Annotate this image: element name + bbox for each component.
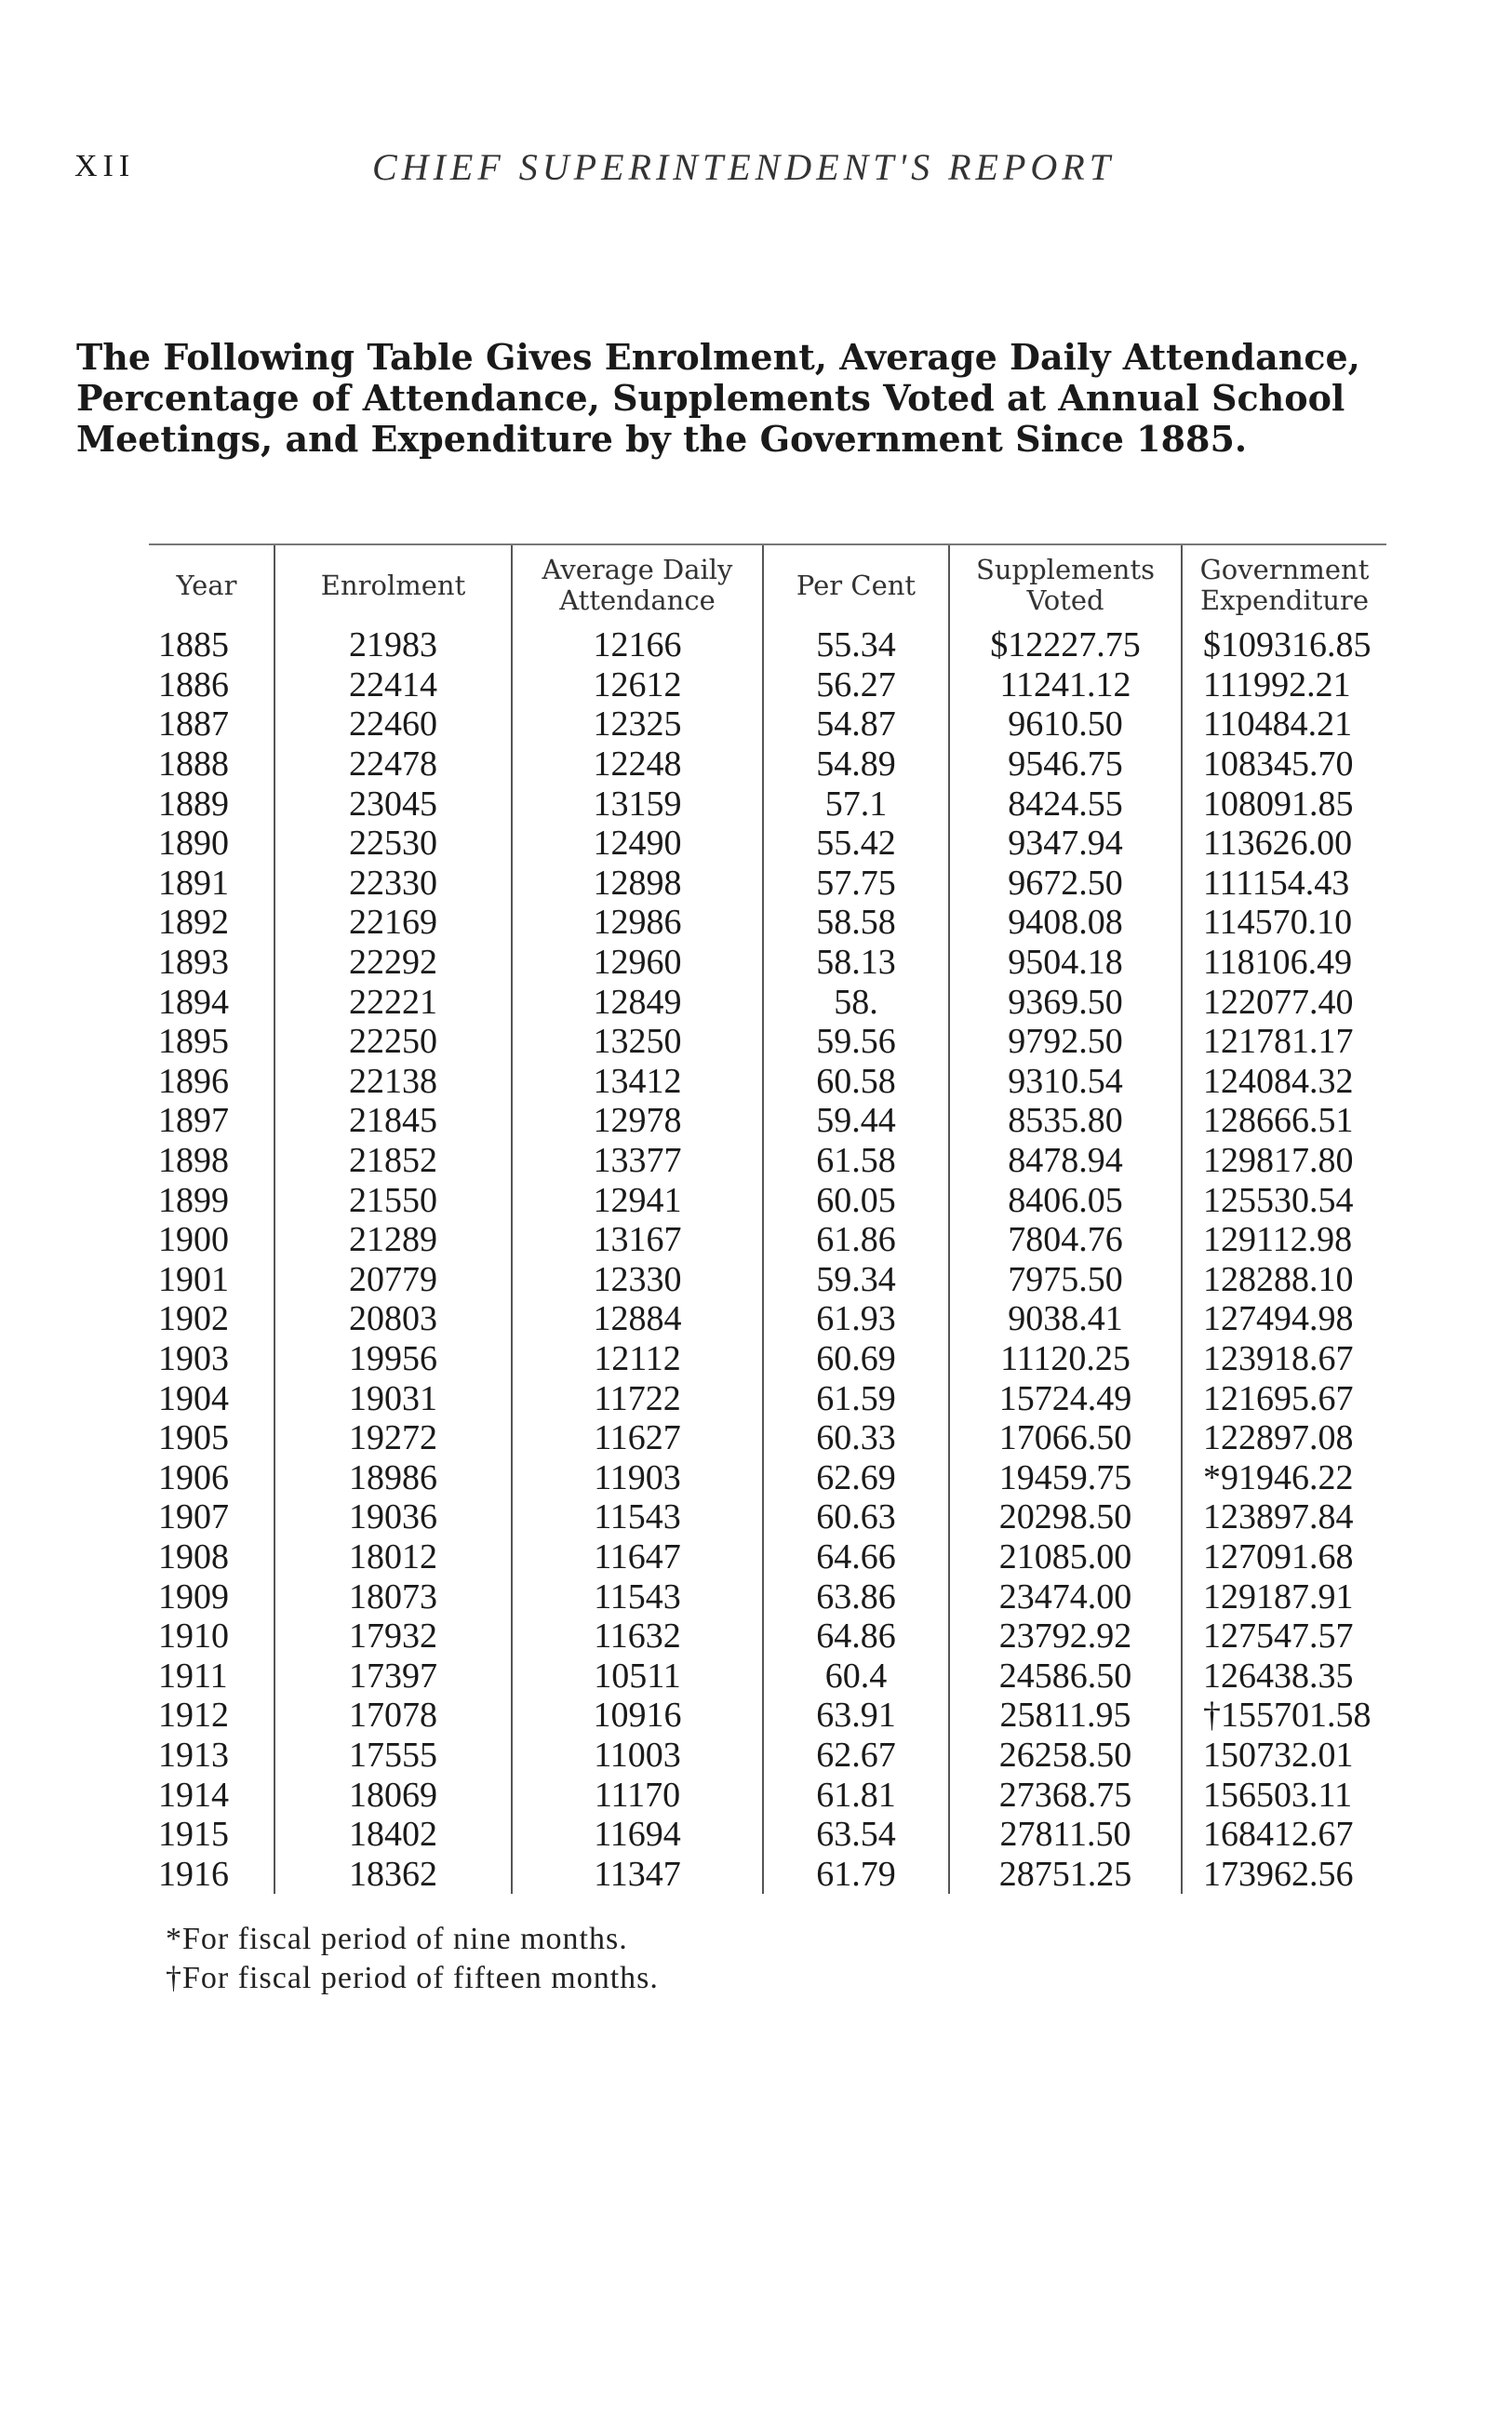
cell-government: 108345.70: [1182, 744, 1386, 785]
cell-supplements: 17066.50: [949, 1418, 1182, 1458]
table-row: [140, 1656, 1386, 1696]
cell-supplements: 25811.95: [949, 1696, 1182, 1736]
table-header-row: [140, 545, 1386, 625]
cell-supplements: 11241.12: [949, 665, 1182, 705]
header-supplements: Supplements Voted: [949, 545, 1182, 625]
cell-attendance: 11903: [512, 1457, 763, 1497]
cell-government: †155701.58: [1182, 1696, 1386, 1736]
cell-attendance: 12325: [512, 704, 763, 744]
cell-enrolment: 22330: [274, 864, 512, 904]
cell-government: 110484.21: [1182, 704, 1386, 744]
cell-attendance: 11347: [512, 1854, 763, 1894]
cell-per-cent: 58.: [763, 982, 949, 1022]
table-heading: The Following Table Gives Enrolment, Average Daily Attendance, Percentage of Attendance, Supplements Voted at Annual School Meetings, and Expenditure by the Government Since 1885.: [76, 336, 1360, 460]
cell-attendance: 11170: [512, 1775, 763, 1815]
cell-supplements: 8535.80: [949, 1101, 1182, 1141]
cell-per-cent: 61.58: [763, 1141, 949, 1181]
table-row: [140, 1220, 1386, 1260]
cell-per-cent: 55.34: [763, 625, 949, 665]
table-row: [140, 1854, 1386, 1894]
footnotes: [166, 1920, 1282, 1998]
table-row: [140, 1180, 1386, 1220]
cell-year: 1906: [158, 1457, 229, 1497]
cell-attendance: 12112: [512, 1339, 763, 1379]
cell-supplements: 9369.50: [949, 982, 1182, 1022]
cell-attendance: 12330: [512, 1260, 763, 1300]
cell-government: 127547.57: [1182, 1616, 1386, 1657]
cell-year: 1885: [158, 625, 229, 665]
cell-government: 124084.32: [1182, 1062, 1386, 1102]
cell-attendance: 12986: [512, 903, 763, 943]
cell-per-cent: 61.81: [763, 1775, 949, 1815]
cell-year: 1905: [158, 1418, 229, 1458]
cell-year: 1901: [158, 1259, 229, 1299]
cell-enrolment: 22530: [274, 824, 512, 864]
table-row: [140, 1457, 1386, 1497]
cell-per-cent: 54.87: [763, 704, 949, 744]
cell-enrolment: 21983: [274, 625, 512, 665]
cell-enrolment: 20779: [274, 1260, 512, 1300]
cell-enrolment: 18012: [274, 1537, 512, 1577]
cell-year: 1891: [158, 863, 229, 903]
table-row: [140, 864, 1386, 904]
cell-per-cent: 57.1: [763, 784, 949, 824]
table-row: [140, 943, 1386, 983]
cell-supplements: 9408.08: [949, 903, 1182, 943]
header-year: Year: [176, 569, 237, 601]
cell-supplements: 8478.94: [949, 1141, 1182, 1181]
header-per-cent: Per Cent: [763, 545, 949, 625]
cell-per-cent: 58.13: [763, 943, 949, 983]
cell-government: 150732.01: [1182, 1736, 1386, 1776]
cell-attendance: 13167: [512, 1220, 763, 1260]
cell-per-cent: 60.58: [763, 1062, 949, 1102]
cell-government: 108091.85: [1182, 784, 1386, 824]
cell-year: 1910: [158, 1616, 229, 1657]
cell-government: 173962.56: [1182, 1854, 1386, 1894]
cell-attendance: 12248: [512, 744, 763, 785]
cell-enrolment: 21852: [274, 1141, 512, 1181]
cell-per-cent: 55.42: [763, 824, 949, 864]
cell-enrolment: 19036: [274, 1497, 512, 1537]
cell-enrolment: 22460: [274, 704, 512, 744]
cell-attendance: 11722: [512, 1378, 763, 1418]
cell-attendance: 13412: [512, 1062, 763, 1102]
cell-government: 129187.91: [1182, 1576, 1386, 1616]
table-row: [140, 1537, 1386, 1577]
cell-supplements: 9610.50: [949, 704, 1182, 744]
cell-supplements: 9347.94: [949, 824, 1182, 864]
cell-year: 1894: [158, 982, 229, 1022]
footnote-fifteen-months: †For fiscal period of fifteen months.: [166, 1961, 659, 1995]
cell-per-cent: 61.86: [763, 1220, 949, 1260]
cell-per-cent: 60.33: [763, 1418, 949, 1458]
table-row: [140, 1299, 1386, 1339]
cell-per-cent: 59.34: [763, 1260, 949, 1300]
cell-year: 1899: [158, 1180, 229, 1220]
cell-attendance: 12898: [512, 864, 763, 904]
cell-per-cent: 60.63: [763, 1497, 949, 1537]
cell-government: 111992.21: [1182, 665, 1386, 705]
cell-enrolment: 22221: [274, 982, 512, 1022]
cell-per-cent: 62.69: [763, 1457, 949, 1497]
cell-attendance: 12884: [512, 1299, 763, 1339]
cell-supplements: 9546.75: [949, 744, 1182, 785]
cell-attendance: 11647: [512, 1537, 763, 1577]
table-row: [140, 1736, 1386, 1776]
cell-attendance: 13159: [512, 784, 763, 824]
cell-year: 1904: [158, 1378, 229, 1418]
cell-year: 1903: [158, 1338, 229, 1378]
cell-supplements: 9792.50: [949, 1022, 1182, 1062]
cell-per-cent: 59.44: [763, 1101, 949, 1141]
cell-attendance: 13250: [512, 1022, 763, 1062]
cell-per-cent: 60.69: [763, 1339, 949, 1379]
cell-attendance: 11627: [512, 1418, 763, 1458]
cell-enrolment: 17555: [274, 1736, 512, 1776]
cell-attendance: 11543: [512, 1497, 763, 1537]
cell-year: 1902: [158, 1299, 229, 1339]
cell-enrolment: 20803: [274, 1299, 512, 1339]
cell-per-cent: 54.89: [763, 744, 949, 785]
cell-attendance: 11694: [512, 1815, 763, 1855]
cell-supplements: 8424.55: [949, 784, 1182, 824]
table-row: [140, 1101, 1386, 1141]
cell-year: 1915: [158, 1815, 229, 1855]
cell-attendance: 10916: [512, 1696, 763, 1736]
cell-per-cent: 60.4: [763, 1656, 949, 1696]
table-body: [140, 625, 1386, 1894]
cell-enrolment: 18362: [274, 1854, 512, 1894]
cell-enrolment: 22250: [274, 1022, 512, 1062]
cell-enrolment: 21289: [274, 1220, 512, 1260]
table-row: [140, 1616, 1386, 1657]
cell-year: 1898: [158, 1141, 229, 1181]
cell-supplements: 21085.00: [949, 1537, 1182, 1577]
cell-attendance: 12941: [512, 1180, 763, 1220]
cell-government: 121695.67: [1182, 1378, 1386, 1418]
cell-enrolment: 18073: [274, 1576, 512, 1616]
table-row: [140, 1260, 1386, 1300]
cell-attendance: 12490: [512, 824, 763, 864]
table-row: [140, 1696, 1386, 1736]
cell-year: 1890: [158, 824, 229, 864]
cell-government: 125530.54: [1182, 1180, 1386, 1220]
cell-supplements: 15724.49: [949, 1378, 1182, 1418]
cell-enrolment: 19031: [274, 1378, 512, 1418]
cell-government: 111154.43: [1182, 864, 1386, 904]
table-row: [140, 784, 1386, 824]
cell-attendance: 10511: [512, 1656, 763, 1696]
cell-per-cent: 63.91: [763, 1696, 949, 1736]
cell-supplements: 9310.54: [949, 1062, 1182, 1102]
table-row: [140, 1339, 1386, 1379]
cell-supplements: 7975.50: [949, 1260, 1182, 1300]
cell-attendance: 12960: [512, 943, 763, 983]
table-row: [140, 903, 1386, 943]
cell-year: 1907: [158, 1497, 229, 1537]
cell-year: 1892: [158, 903, 229, 943]
cell-supplements: 26258.50: [949, 1736, 1182, 1776]
header-attendance: Average Daily Attendance: [512, 545, 763, 625]
table-row: [140, 1022, 1386, 1062]
table-row: [140, 1815, 1386, 1855]
cell-year: 1908: [158, 1536, 229, 1576]
cell-supplements: 24586.50: [949, 1656, 1182, 1696]
cell-supplements: 23792.92: [949, 1616, 1182, 1657]
cell-attendance: 12166: [512, 625, 763, 665]
table-row: [140, 665, 1386, 705]
cell-per-cent: 57.75: [763, 864, 949, 904]
cell-supplements: 9038.41: [949, 1299, 1182, 1339]
cell-per-cent: 60.05: [763, 1180, 949, 1220]
cell-government: 128288.10: [1182, 1260, 1386, 1300]
cell-government: 127091.68: [1182, 1537, 1386, 1577]
cell-per-cent: 56.27: [763, 665, 949, 705]
cell-enrolment: 18069: [274, 1775, 512, 1815]
cell-attendance: 11632: [512, 1616, 763, 1657]
cell-year: 1913: [158, 1735, 229, 1775]
cell-government: 129817.80: [1182, 1141, 1386, 1181]
cell-per-cent: 62.67: [763, 1736, 949, 1776]
cell-per-cent: 64.86: [763, 1616, 949, 1657]
cell-supplements: 23474.00: [949, 1576, 1182, 1616]
footnote-nine-months: *For fiscal period of nine months.: [166, 1922, 628, 1956]
cell-enrolment: 22169: [274, 903, 512, 943]
cell-year: 1886: [158, 664, 229, 704]
cell-supplements: $12227.75: [949, 625, 1182, 665]
header-enrolment: Enrolment: [274, 545, 512, 625]
cell-government: 122897.08: [1182, 1418, 1386, 1458]
cell-year: 1909: [158, 1576, 229, 1616]
cell-attendance: 12849: [512, 982, 763, 1022]
cell-year: 1912: [158, 1696, 229, 1736]
cell-year: 1896: [158, 1061, 229, 1101]
cell-attendance: 12978: [512, 1101, 763, 1141]
cell-enrolment: 22478: [274, 744, 512, 785]
cell-enrolment: 18986: [274, 1457, 512, 1497]
cell-per-cent: 63.54: [763, 1815, 949, 1855]
cell-attendance: 13377: [512, 1141, 763, 1181]
cell-government: 123897.84: [1182, 1497, 1386, 1537]
cell-government: 113626.00: [1182, 824, 1386, 864]
table-row: [140, 1497, 1386, 1537]
table-row: [140, 1378, 1386, 1418]
statistics-table-container: [140, 543, 1386, 1894]
cell-per-cent: 61.93: [763, 1299, 949, 1339]
cell-government: 129112.98: [1182, 1220, 1386, 1260]
cell-enrolment: 23045: [274, 784, 512, 824]
cell-year: 1916: [158, 1854, 229, 1894]
cell-government: 114570.10: [1182, 903, 1386, 943]
cell-enrolment: 17397: [274, 1656, 512, 1696]
cell-supplements: 19459.75: [949, 1457, 1182, 1497]
cell-per-cent: 61.59: [763, 1378, 949, 1418]
cell-supplements: 9504.18: [949, 943, 1182, 983]
running-head: [74, 146, 1452, 195]
cell-supplements: 9672.50: [949, 864, 1182, 904]
cell-supplements: 8406.05: [949, 1180, 1182, 1220]
cell-supplements: 27368.75: [949, 1775, 1182, 1815]
cell-enrolment: 22292: [274, 943, 512, 983]
cell-government: $109316.85: [1182, 625, 1386, 665]
cell-government: 122077.40: [1182, 982, 1386, 1022]
cell-enrolment: 22414: [274, 665, 512, 705]
cell-government: 156503.11: [1182, 1775, 1386, 1815]
cell-enrolment: 19272: [274, 1418, 512, 1458]
cell-year: 1893: [158, 943, 229, 983]
cell-supplements: 7804.76: [949, 1220, 1182, 1260]
cell-year: 1888: [158, 744, 229, 785]
cell-supplements: 27811.50: [949, 1815, 1182, 1855]
cell-enrolment: 19956: [274, 1339, 512, 1379]
header-government: Government Expenditure: [1182, 545, 1386, 625]
cell-year: 1914: [158, 1775, 229, 1815]
cell-per-cent: 59.56: [763, 1022, 949, 1062]
cell-supplements: 28751.25: [949, 1854, 1182, 1894]
cell-government: 128666.51: [1182, 1101, 1386, 1141]
cell-per-cent: 64.66: [763, 1537, 949, 1577]
cell-government: 127494.98: [1182, 1299, 1386, 1339]
cell-year: 1887: [158, 704, 229, 744]
cell-year: 1897: [158, 1101, 229, 1141]
cell-attendance: 11543: [512, 1576, 763, 1616]
cell-per-cent: 61.79: [763, 1854, 949, 1894]
cell-government: 126438.35: [1182, 1656, 1386, 1696]
cell-per-cent: 58.58: [763, 903, 949, 943]
cell-year: 1889: [158, 784, 229, 824]
table-row: [140, 744, 1386, 785]
statistics-table: [140, 545, 1386, 1894]
cell-government: *91946.22: [1182, 1457, 1386, 1497]
table-row: [140, 1062, 1386, 1102]
cell-enrolment: 18402: [274, 1815, 512, 1855]
table-row: [140, 625, 1386, 665]
page-number: XII: [74, 149, 136, 183]
cell-enrolment: 17932: [274, 1616, 512, 1657]
cell-government: 168412.67: [1182, 1815, 1386, 1855]
table-row: [140, 1775, 1386, 1815]
cell-per-cent: 63.86: [763, 1576, 949, 1616]
cell-year: 1911: [158, 1656, 228, 1696]
cell-year: 1895: [158, 1022, 229, 1062]
cell-government: 118106.49: [1182, 943, 1386, 983]
cell-attendance: 11003: [512, 1736, 763, 1776]
cell-enrolment: 17078: [274, 1696, 512, 1736]
cell-enrolment: 21550: [274, 1180, 512, 1220]
table-row: [140, 704, 1386, 744]
cell-government: 121781.17: [1182, 1022, 1386, 1062]
table-row: [140, 1141, 1386, 1181]
report-title: CHIEF SUPERINTENDENT'S REPORT: [372, 146, 1115, 188]
table-row: [140, 1576, 1386, 1616]
cell-enrolment: 22138: [274, 1062, 512, 1102]
cell-government: 123918.67: [1182, 1339, 1386, 1379]
table-row: [140, 824, 1386, 864]
cell-year: 1900: [158, 1220, 229, 1260]
cell-enrolment: 21845: [274, 1101, 512, 1141]
cell-supplements: 11120.25: [949, 1339, 1182, 1379]
table-row: [140, 1418, 1386, 1458]
table-row: [140, 982, 1386, 1022]
cell-supplements: 20298.50: [949, 1497, 1182, 1537]
cell-attendance: 12612: [512, 665, 763, 705]
